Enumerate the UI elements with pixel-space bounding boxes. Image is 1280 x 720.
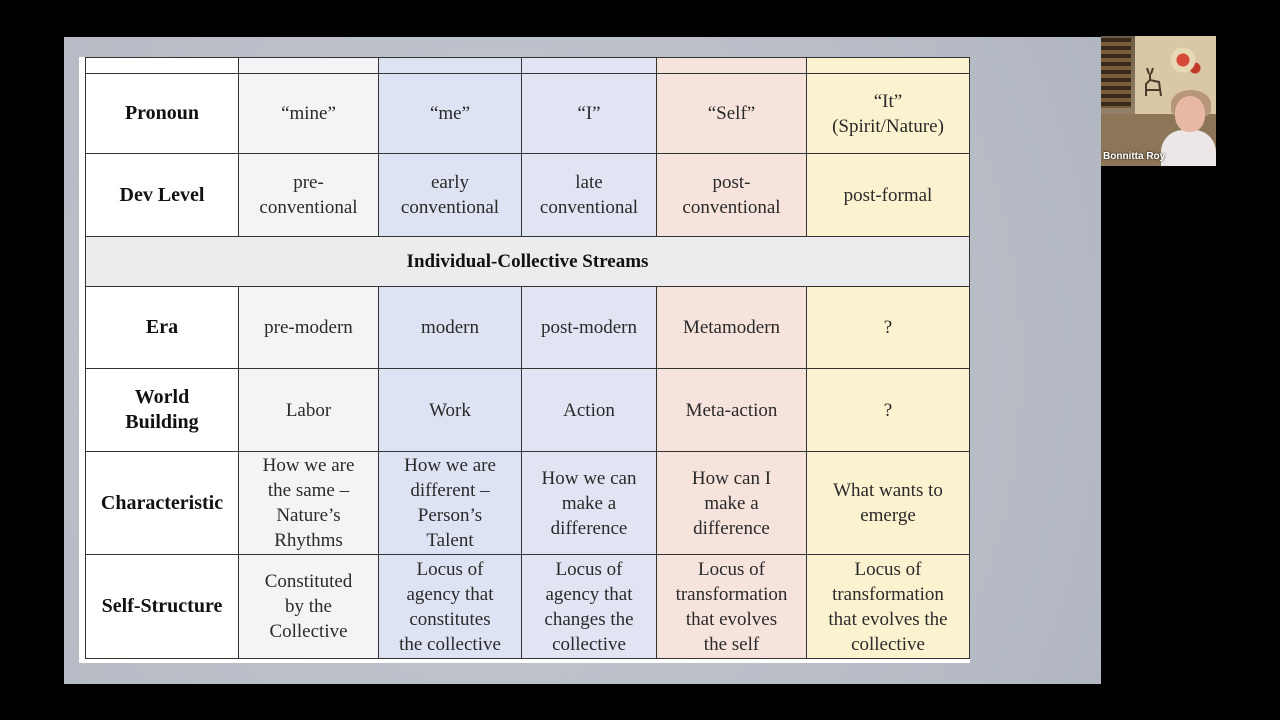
table-cell: How we are different – Person’s Talent bbox=[379, 452, 522, 555]
table-cell: Locus of transformation that evolves the collective bbox=[807, 555, 970, 659]
row-header: Era bbox=[86, 287, 239, 369]
window-blinds bbox=[1101, 38, 1131, 108]
development-table bbox=[85, 57, 970, 659]
section-row bbox=[86, 237, 970, 287]
table-cell: “Self” bbox=[657, 74, 807, 154]
table-cell: “It” (Spirit/Nature) bbox=[807, 74, 970, 154]
table-cell: Meta-action bbox=[657, 369, 807, 452]
table-row-world-building bbox=[86, 369, 970, 452]
table-cell: What wants to emerge bbox=[807, 452, 970, 555]
table-cell: Action bbox=[522, 369, 657, 452]
table-cell: ? bbox=[807, 287, 970, 369]
table-cell: How we can make a difference bbox=[522, 452, 657, 555]
table-cell: “mine” bbox=[239, 74, 379, 154]
table-cell: “me” bbox=[379, 74, 522, 154]
row-header: Characteristic bbox=[86, 452, 239, 555]
table-cell: Labor bbox=[239, 369, 379, 452]
table-row-dev-level bbox=[86, 154, 970, 237]
cut-off-row bbox=[86, 58, 970, 74]
table-cell: Locus of transformation that evolves the self bbox=[657, 555, 807, 659]
table-row-self-structure bbox=[86, 555, 970, 659]
table-row-pronoun bbox=[86, 74, 970, 154]
slide-table-area bbox=[79, 57, 970, 663]
participant-name: Bonnitta Roy bbox=[1103, 151, 1166, 162]
table-cell: Metamodern bbox=[657, 287, 807, 369]
participant-video-tile[interactable] bbox=[1101, 36, 1216, 166]
table-cell: How can I make a difference bbox=[657, 452, 807, 555]
table-row-era bbox=[86, 287, 970, 369]
table-cell: early conventional bbox=[379, 154, 522, 237]
row-header: Self-Structure bbox=[86, 555, 239, 659]
table-cell: post-modern bbox=[522, 287, 657, 369]
table-cell: Locus of agency that changes the collective bbox=[522, 555, 657, 659]
table-cell: pre- conventional bbox=[239, 154, 379, 237]
row-header: Pronoun bbox=[86, 74, 239, 154]
table-cell: modern bbox=[379, 287, 522, 369]
table-cell: Constituted by the Collective bbox=[239, 555, 379, 659]
table-cell: late conventional bbox=[522, 154, 657, 237]
table-cell: “I” bbox=[522, 74, 657, 154]
table-cell: Work bbox=[379, 369, 522, 452]
section-title: Individual-Collective Streams bbox=[86, 237, 970, 287]
table-row-characteristic bbox=[86, 452, 970, 555]
table-cell: Locus of agency that constitutes the collective bbox=[379, 555, 522, 659]
table-cell: ? bbox=[807, 369, 970, 452]
table-cell: post-formal bbox=[807, 154, 970, 237]
table-cell: How we are the same – Nature’s Rhythms bbox=[239, 452, 379, 555]
row-header: Dev Level bbox=[86, 154, 239, 237]
table-cell: post- conventional bbox=[657, 154, 807, 237]
table-cell: pre-modern bbox=[239, 287, 379, 369]
row-header: World Building bbox=[86, 369, 239, 452]
participant-avatar bbox=[1161, 76, 1216, 166]
